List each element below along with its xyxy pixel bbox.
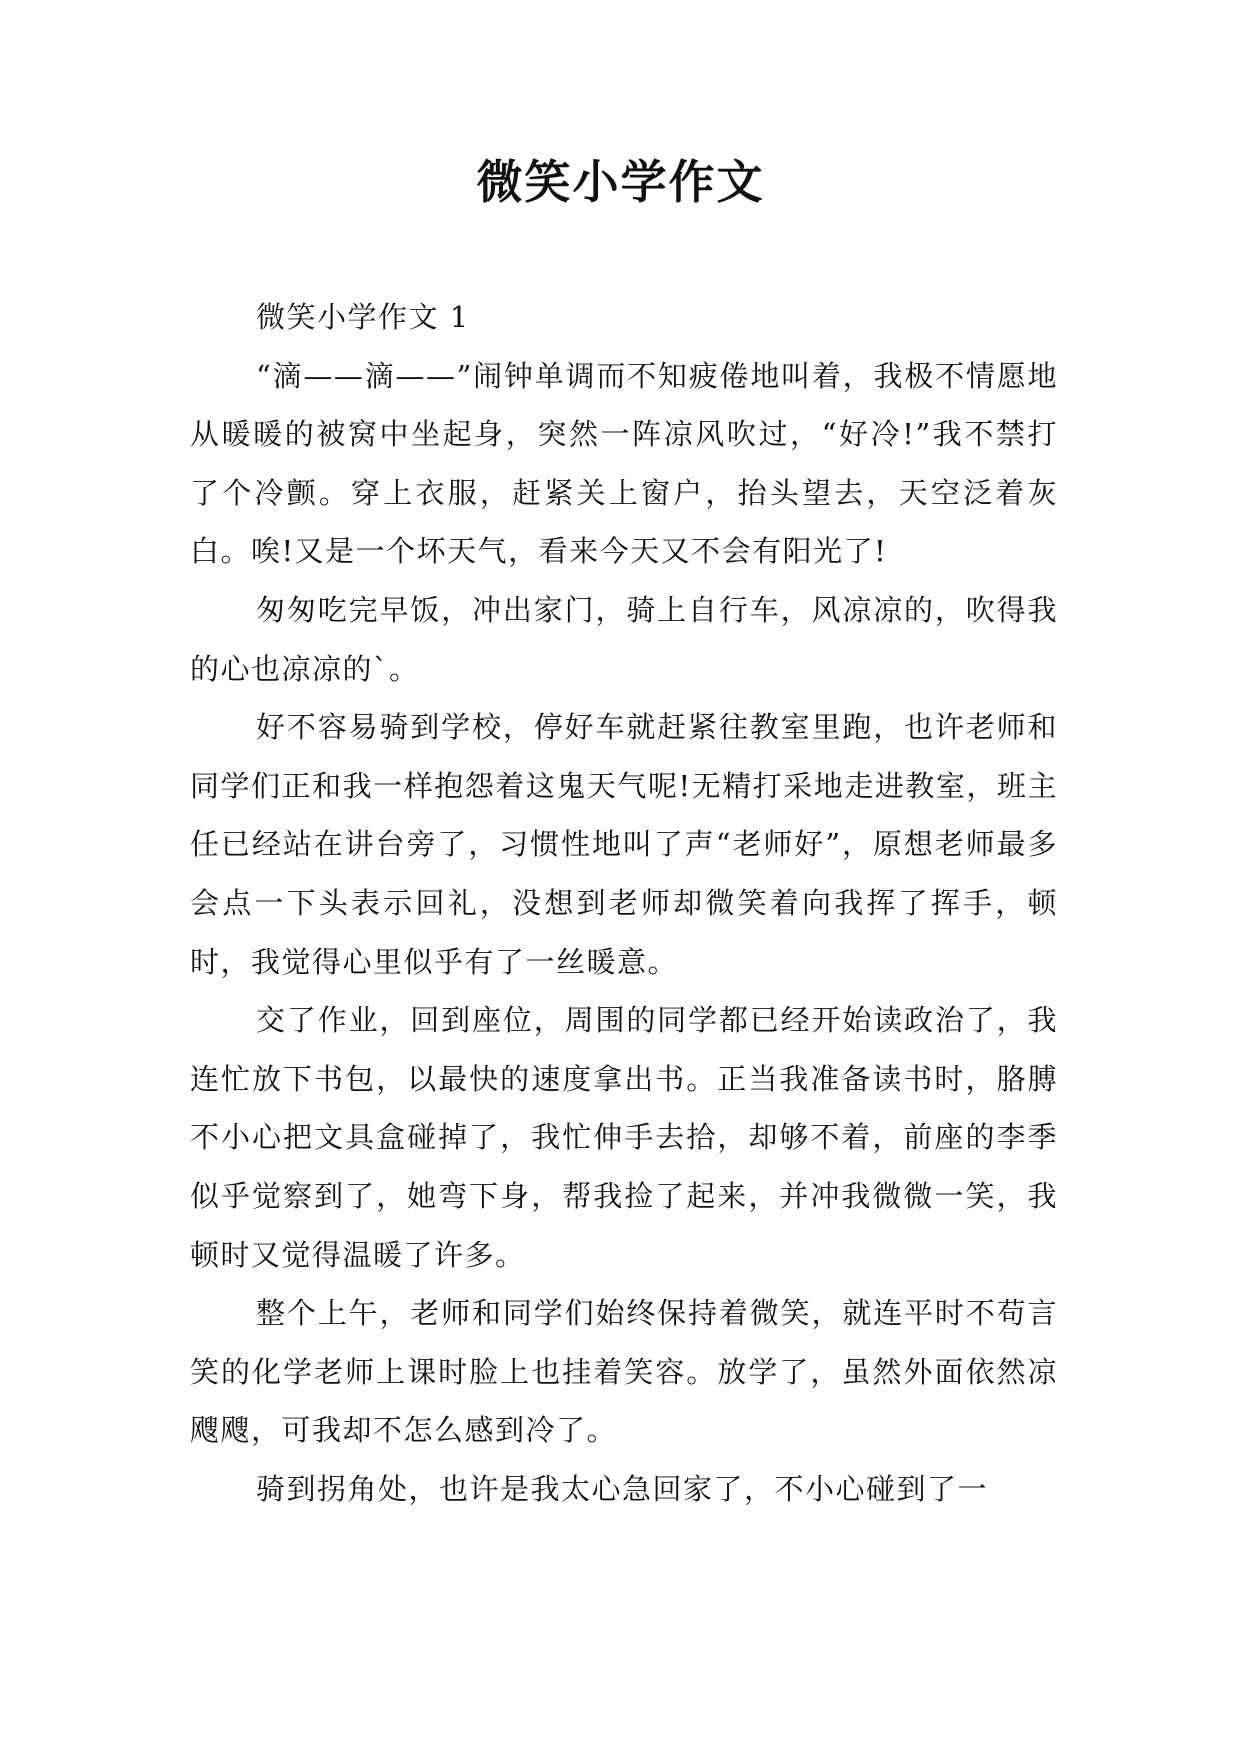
paragraph-heading: 微笑小学作文 1 xyxy=(256,300,470,334)
paragraph: “滴——滴——”闹钟单调而不知疲倦地叫着，我极不情愿地从暖暖的被窝中坐起身，突然一阵凉风吹过，“好冷!”我不禁打了个冷颤。穿上衣服，赶紧关上窗户，抬头望去，天空泛着灰白。唉!又是一个坏天气，看来今天又不会有阳光了! xyxy=(190,358,1058,569)
paragraph: 骑到拐角处，也许是我太心急回家了，不小心碰到了一 xyxy=(256,1471,989,1506)
paragraph: 交了作业，回到座位，周围的同学都已经开始读政治了，我连忙放下书包，以最快的速度拿出书。正当我准备读书时，胳膊不小心把文具盒碰掉了，我忙伸手去拾，却够不着，前座的李季似乎觉察到了，她弯下身，帮我捡了起来，并冲我微微一笑，我顿时又觉得温暖了许多。 xyxy=(190,1003,1058,1272)
paragraph: 好不容易骑到学校，停好车就赶紧往教室里跑，也许老师和同学们正和我一样抱怨着这鬼天气呢!无精打采地走进教室，班主任已经站在讲台旁了，习惯性地叫了声“老师好”，原想老师最多会点一下头表示回礼，没想到老师却微笑着向我挥了挥手，顿时，我觉得心里似乎有了一丝暖意。 xyxy=(190,710,1058,979)
document-body xyxy=(190,288,1058,1518)
document-title: 微笑小学作文 xyxy=(476,155,765,209)
paragraph: 整个上午，老师和同学们始终保持着微笑，就连平时不苟言笑的化学老师上课时脸上也挂着笑容。放学了，虽然外面依然凉飕飕，可我却不怎么感到冷了。 xyxy=(190,1296,1058,1448)
paragraph: 匆匆吃完早饭，冲出家门，骑上自行车，风凉凉的，吹得我的心也凉凉的`。 xyxy=(190,592,1058,686)
